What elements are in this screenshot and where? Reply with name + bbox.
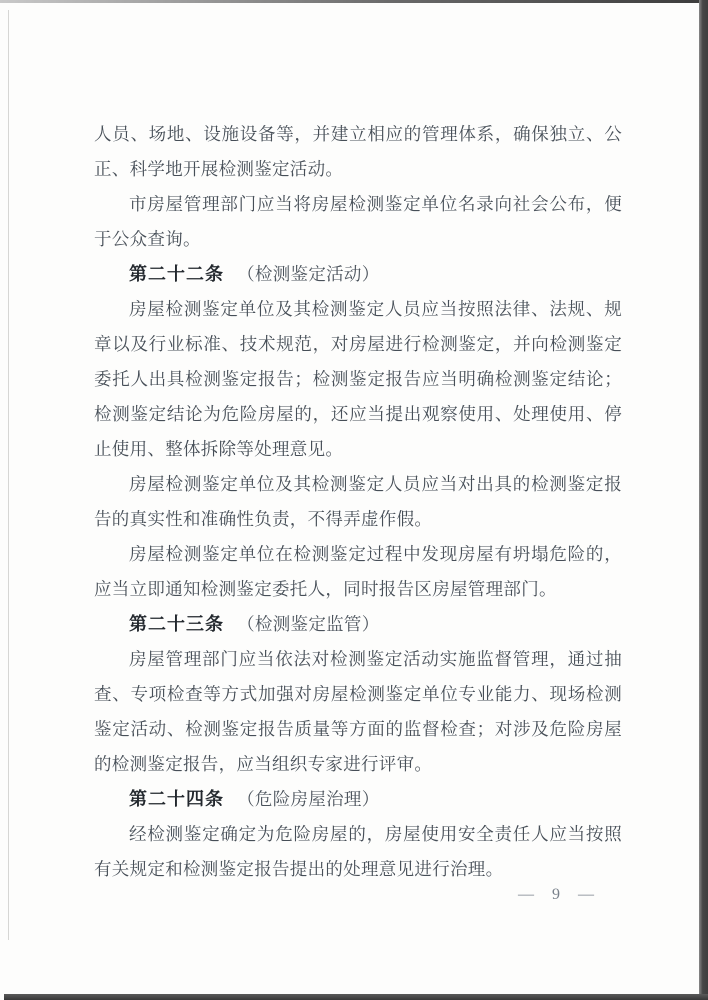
scan-edge-left (8, 10, 9, 940)
article-heading (94, 257, 622, 292)
scan-edge-top (0, 0, 708, 3)
document-body (94, 117, 622, 887)
paragraph: 人员、场地、设施设备等，并建立相应的管理体系，确保独立、公正、科学地开展检测鉴定活动。 (94, 124, 622, 179)
article-heading (94, 607, 622, 642)
paragraph: 房屋检测鉴定单位在检测鉴定过程中发现房屋有坍塌危险的，应当立即通知检测鉴定委托人，同时报告区房屋管理部门。 (94, 544, 622, 599)
paragraph: 房屋检测鉴定单位及其检测鉴定人员应当对出具的检测鉴定报告的真实性和准确性负责，不得弄虚作假。 (94, 474, 622, 529)
article-title: （危险房屋治理） (237, 789, 380, 809)
scan-edge-right (699, 0, 708, 1000)
article-number: 第二十四条 (129, 789, 224, 809)
scan-edge-bottom (4, 994, 708, 1000)
paragraph: 房屋管理部门应当依法对检测鉴定活动实施监督管理，通过抽查、专项检查等方式加强对房屋检测鉴定单位专业能力、现场检测鉴定活动、检测鉴定报告质量等方面的监督检查；对涉及危险房屋的检测鉴定报告，应当组织专家进行评审。 (94, 649, 622, 774)
article-title: （检测鉴定活动） (237, 264, 380, 284)
paragraph: 市房屋管理部门应当将房屋检测鉴定单位名录向社会公布，便于公众查询。 (94, 194, 622, 249)
article-number: 第二十二条 (129, 264, 224, 284)
article-title: （检测鉴定监管） (237, 614, 380, 634)
paragraph: 房屋检测鉴定单位及其检测鉴定人员应当按照法律、法规、规章以及行业标准、技术规范，对房屋进行检测鉴定，并向检测鉴定委托人出具检测鉴定报告；检测鉴定报告应当明确检测鉴定结论；检测鉴定结论为危险房屋的，还应当提出观察使用、处理使用、停止使用、整体拆除等处理意见。 (94, 299, 622, 459)
page-number: — 9 — (518, 886, 596, 903)
paragraph: 经检测鉴定确定为危险房屋的，房屋使用安全责任人应当按照有关规定和检测鉴定报告提出的处理意见进行治理。 (94, 824, 622, 879)
article-number: 第二十三条 (129, 614, 224, 634)
article-heading (94, 782, 622, 817)
